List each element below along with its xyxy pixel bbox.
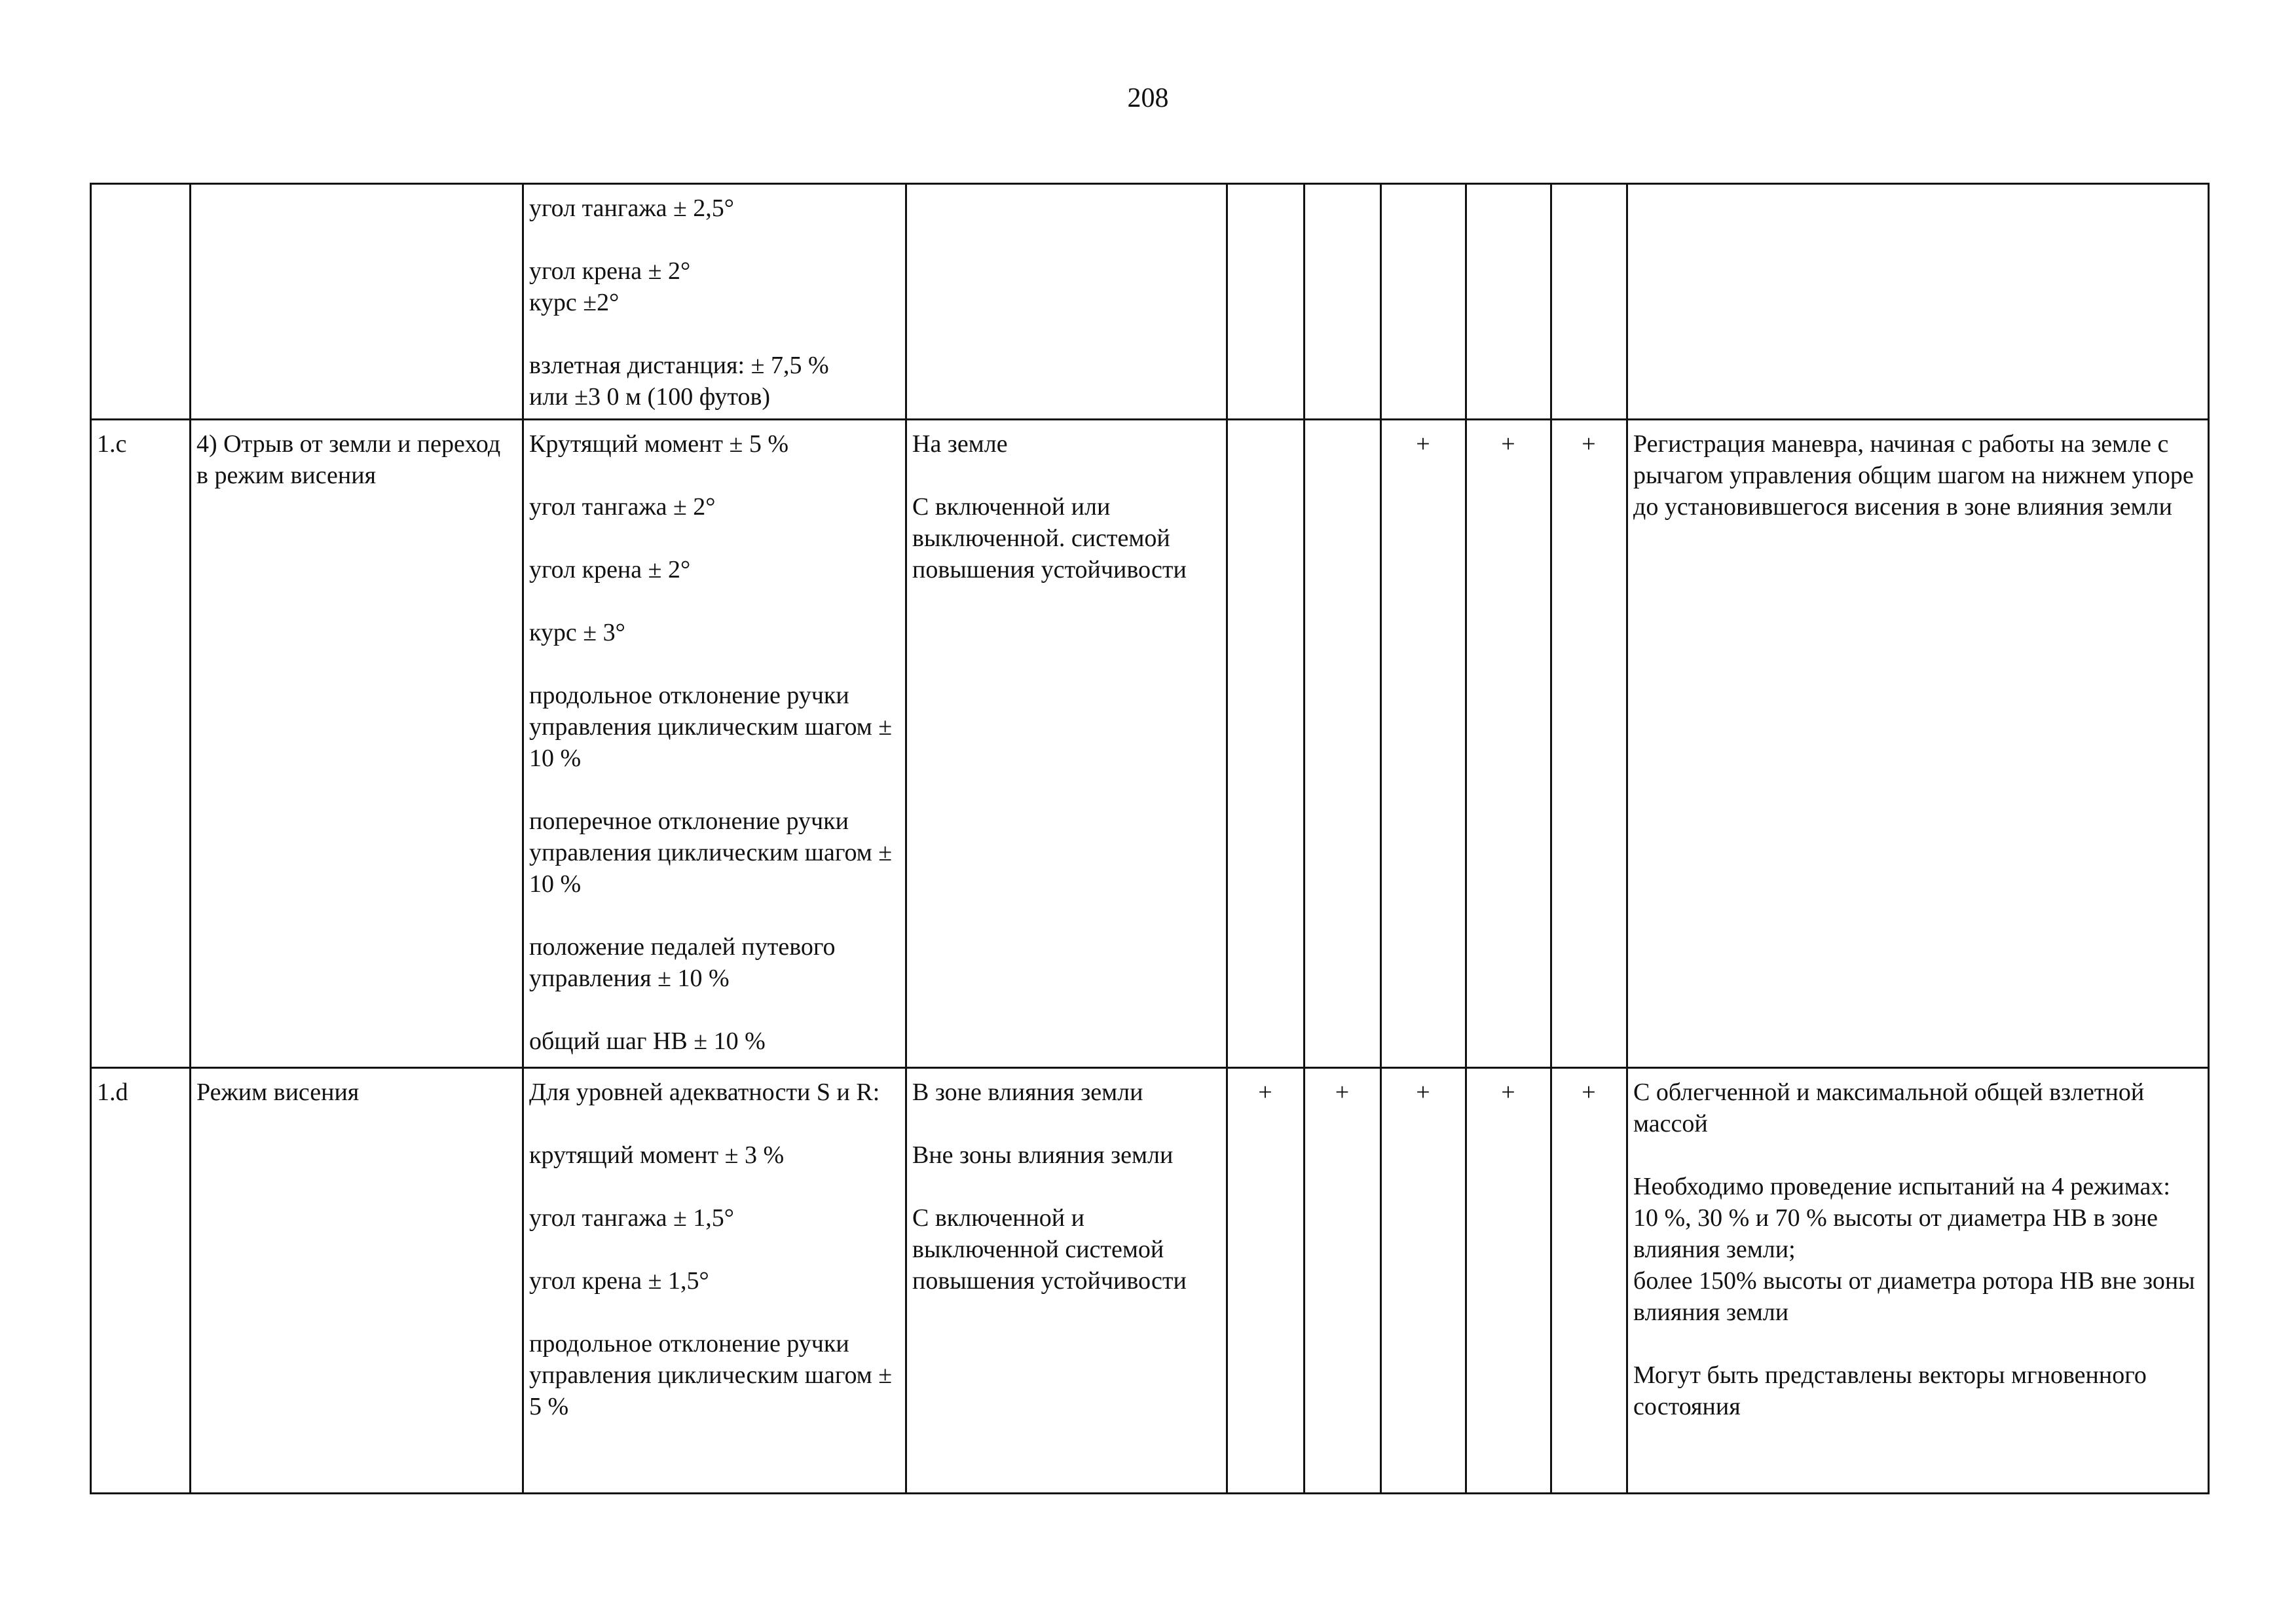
row-0-mark-2 [1304,183,1380,419]
row-0-mark-4 [1466,183,1551,419]
comment-line: Необходимо проведение испытаний на 4 режимах: 10 %, 30 % и 70 % высоты от диаметра НВ в зоне влияния земли; более 150% высоты от диаметра ротора НВ вне зоны влияния земли [1633,1173,2195,1326]
comment-line: С облегченной и максимальной общей взлетной массой [1633,1079,2145,1137]
row-0-name-cell [190,183,523,419]
row-1-comments-cell [1627,419,2208,1067]
column-divider [1226,183,1228,1494]
row-0-mark-3 [1380,183,1466,419]
condition-line: На земле [912,430,1008,458]
column-divider [1626,183,1628,1494]
row-2-conditions-cell [906,1067,1227,1493]
row-divider [90,418,2210,420]
table-border-top [90,183,2210,185]
row-2-mark-1: + [1258,1079,1272,1106]
tolerance-line: Крутящий момент ± 5 % [529,430,789,458]
row-1-mark-3: + [1416,430,1430,458]
test-id: 1.d [97,1079,128,1106]
tolerance-line: угол крена ± 2° [529,556,691,583]
column-divider [522,183,524,1494]
tolerance-line: курс ± 3° [529,619,625,646]
comment-line: Могут быть представлены векторы мгновенного состояния [1633,1361,2147,1420]
row-0-id-cell [90,183,190,419]
condition-line: С включенной и выключенной системой повышения устойчивости [912,1204,1187,1295]
row-2-mark-4: + [1501,1079,1515,1106]
tolerance-line: Для уровней адекватности S и R: [529,1079,880,1106]
row-1-mark-1 [1227,419,1304,1067]
tolerance-line: положение педалей путевого управления ± 10 % [529,933,836,992]
column-divider [905,183,907,1494]
column-divider [1550,183,1552,1494]
row-1-mark-5: + [1582,430,1596,458]
tolerance-line: угол тангажа ± 2° [529,493,716,521]
row-2-mark-2: + [1335,1079,1350,1106]
row-2-name-cell [190,1067,523,1493]
row-0-mark-5 [1551,183,1627,419]
column-divider [189,183,191,1494]
row-1-mark-4: + [1501,430,1515,458]
condition-line: Вне зоны влияния земли [912,1141,1174,1169]
row-0-tolerances-cell [523,183,906,419]
table-border-left [90,183,92,1494]
tolerance-line: угол крена ± 1,5° [529,1267,709,1295]
tolerance-line: угол тангажа ± 2,5° [529,194,734,222]
column-divider [1303,183,1305,1494]
table-border-right [2208,183,2210,1494]
comment-line: Регистрация маневра, начиная с работы на земле с рычагом управления общим шагом на нижнем упоре до установившегося висения в зоне влияния земли [1633,430,2194,521]
tolerance-line: общий шаг НВ ± 10 % [529,1027,766,1055]
row-2-id-cell [90,1067,190,1493]
tolerance-line: продольное отклонение ручки управления циклическим шагом ± 10 % [529,682,893,772]
condition-line: С включенной или выключенной. системой повышения устойчивости [912,493,1187,583]
tolerance-line: крутящий момент ± 3 % [529,1141,785,1169]
tolerance-line: поперечное отклонение ручки управления циклическим шагом ± 10 % [529,807,893,898]
row-2-mark-5: + [1582,1079,1596,1106]
row-1-id-cell [90,419,190,1067]
column-divider [1380,183,1382,1494]
row-divider [90,1067,2210,1069]
row-1-conditions-cell [906,419,1227,1067]
table-border-bottom [90,1492,2210,1494]
tolerance-line: взлетная дистанция: ± 7,5 % или ±3 0 м (100 футов) [529,352,829,411]
row-0-conditions-cell [906,183,1227,419]
tolerance-line: продольное отклонение ручки управления циклическим шагом ± 5 % [529,1330,893,1420]
row-0-mark-1 [1227,183,1304,419]
test-name: Режим висения [196,1079,360,1106]
row-1-name-cell [190,419,523,1067]
row-0-comments-cell [1627,183,2208,419]
tolerance-line: угол крена ± 2° курс ±2° [529,257,691,316]
tolerance-line: угол тангажа ± 1,5° [529,1204,734,1232]
row-1-mark-2 [1304,419,1380,1067]
row-2-comments-cell [1627,1067,2208,1493]
test-id: 1.c [97,430,127,458]
test-name: 4) Отрыв от земли и переход в режим висения [196,430,501,489]
row-2-mark-3: + [1416,1079,1430,1106]
condition-line: В зоне влияния земли [912,1079,1143,1106]
page-number: 208 [1127,83,1169,113]
row-1-tolerances-cell [523,419,906,1067]
column-divider [1465,183,1467,1494]
row-2-tolerances-cell [523,1067,906,1493]
